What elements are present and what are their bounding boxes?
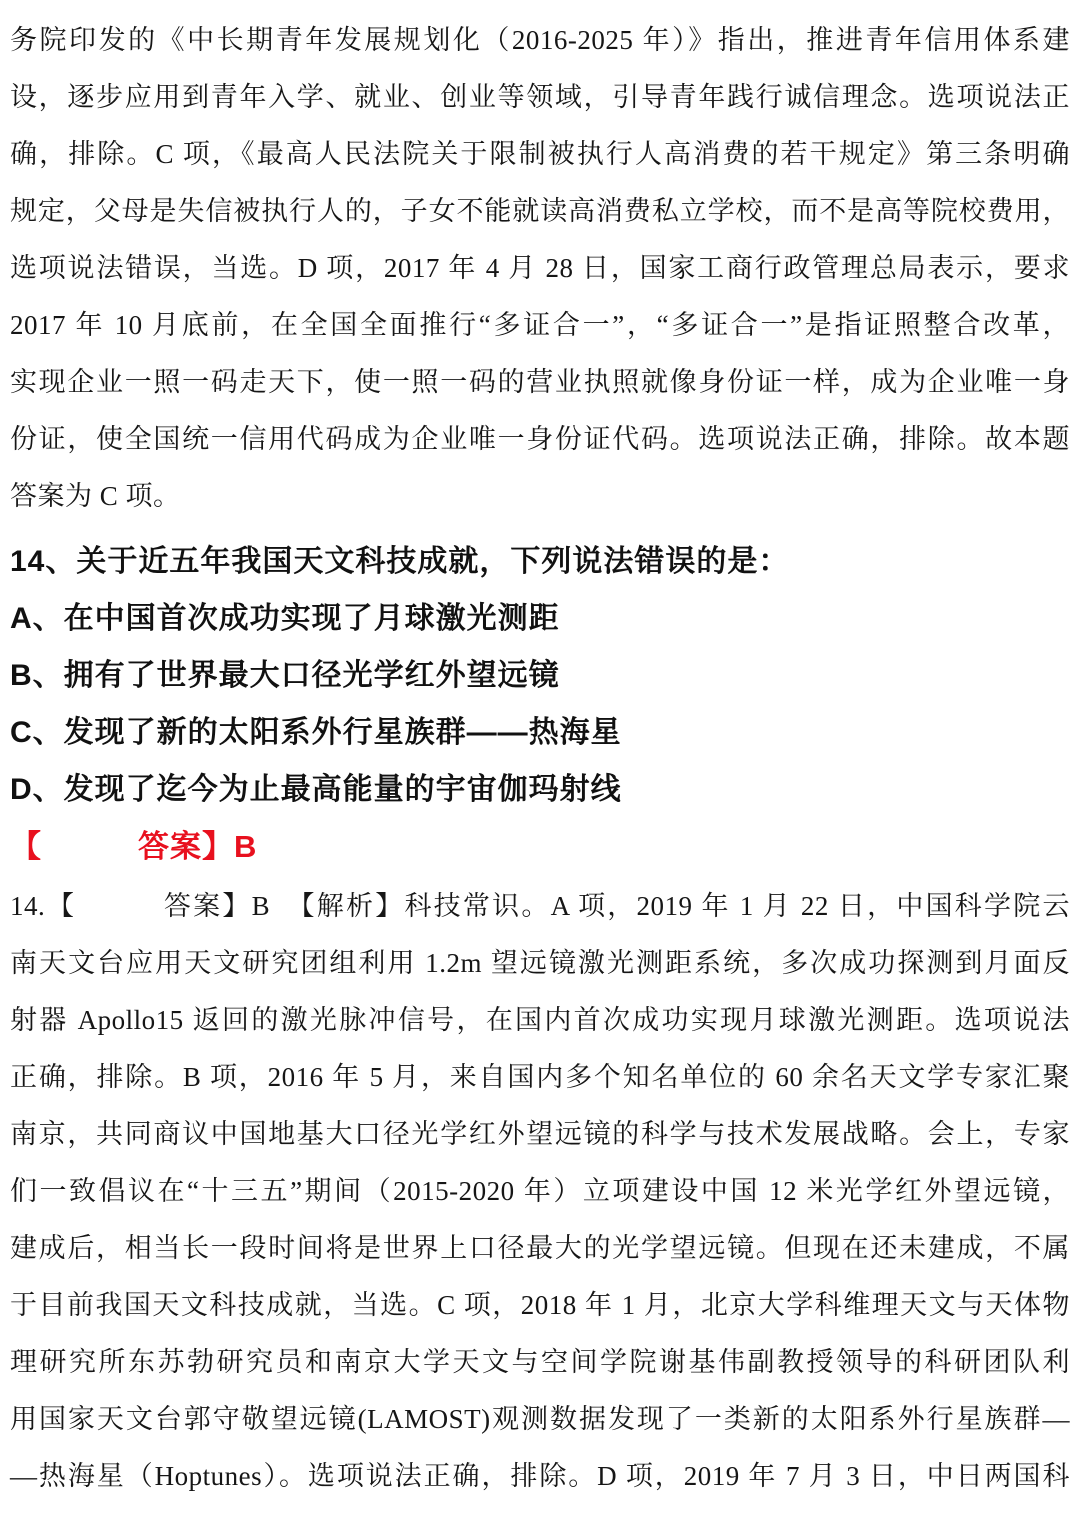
question-option-b: B、拥有了世界最大口径光学红外望远镜 bbox=[10, 659, 560, 692]
explanation-paragraph bbox=[10, 878, 1070, 1505]
text-line: 们一致倡议在“十三五”期间（2015-2020 年）立项建设中国 12 米光学红外望远镜， bbox=[10, 1176, 1070, 1206]
text-line: 理研究所东苏勃研究员和南京大学天文与空间学院谢基伟副教授领导的科研团队利 bbox=[10, 1347, 1070, 1377]
question-title: 14、关于近五年我国天文科技成就，下列说法错误的是： bbox=[10, 545, 790, 578]
text-line: 设，逐步应用到青年入学、就业、创业等领域，引导青年践行诚信理念。选项说法正 bbox=[10, 82, 1070, 112]
text-line: 份证，使全国统一信用代码成为企业唯一身份证代码。选项说法正确，排除。故本题 bbox=[10, 424, 1070, 454]
text-line: 务院印发的《中长期青年发展规划化（2016-2025 年）》指出，推进青年信用体系建 bbox=[10, 25, 1070, 55]
question-option-c: C、发现了新的太阳系外行星族群——热海星 bbox=[10, 716, 622, 749]
question-14 bbox=[10, 533, 1070, 818]
question-option-d: D、发现了迄今为止最高能量的宇宙伽玛射线 bbox=[10, 773, 622, 806]
text-line: 于目前我国天文科技成就，当选。C 项，2018 年 1 月，北京大学科维理天文与天体物 bbox=[10, 1290, 1070, 1320]
text-line: 答案为 C 项。 bbox=[10, 481, 181, 511]
prev-answer-paragraph bbox=[10, 12, 1070, 525]
text-line: 实现企业一照一码走天下，使一照一码的营业执照就像身份证一样，成为企业唯一身 bbox=[10, 367, 1070, 397]
text-line: 南京，共同商议中国地基大口径光学红外望远镜的科学与技术发展战略。会上，专家 bbox=[10, 1119, 1070, 1149]
text-line: 14.【 答案】B 【解析】科技常识。A 项，2019 年 1 月 22 日，中国科学院云 bbox=[10, 891, 1070, 921]
text-line: —热海星（Hoptunes）。选项说法正确，排除。D 项，2019 年 7 月 3 日，中日两国科 bbox=[10, 1461, 1070, 1491]
text-line: 南天文台应用天文研究团组利用 1.2m 望远镜激光测距系统，多次成功探测到月面反 bbox=[10, 948, 1070, 978]
answer-label: 【 答案】B bbox=[10, 829, 258, 864]
text-line: 规定，父母是失信被执行人的，子女不能就读高消费私立学校，而不是高等院校费用， bbox=[10, 196, 1070, 226]
text-line: 选项说法错误，当选。D 项，2017 年 4 月 28 日，国家工商行政管理总局表示，要求 bbox=[10, 253, 1070, 283]
text-line: 正确，排除。B 项，2016 年 5 月，来自国内多个知名单位的 60 余名天文学专家汇聚 bbox=[10, 1062, 1070, 1092]
question-option-a: A、在中国首次成功实现了月球激光测距 bbox=[10, 602, 560, 635]
text-line: 射器 Apollo15 返回的激光脉冲信号，在国内首次成功实现月球激光测距。选项说法 bbox=[10, 1005, 1070, 1035]
text-line: 用国家天文台郭守敬望远镜(LAMOST)观测数据发现了一类新的太阳系外行星族群— bbox=[10, 1404, 1070, 1434]
text-line: 建成后，相当长一段时间将是世界上口径最大的光学望远镜。但现在还未建成，不属 bbox=[10, 1233, 1070, 1263]
text-line: 确，排除。C 项，《最高人民法院关于限制被执行人高消费的若干规定》第三条明确 bbox=[10, 139, 1070, 169]
text-line: 2017 年 10 月底前，在全国全面推行“多证合一”，“多证合一”是指证照整合改革， bbox=[10, 310, 1070, 340]
